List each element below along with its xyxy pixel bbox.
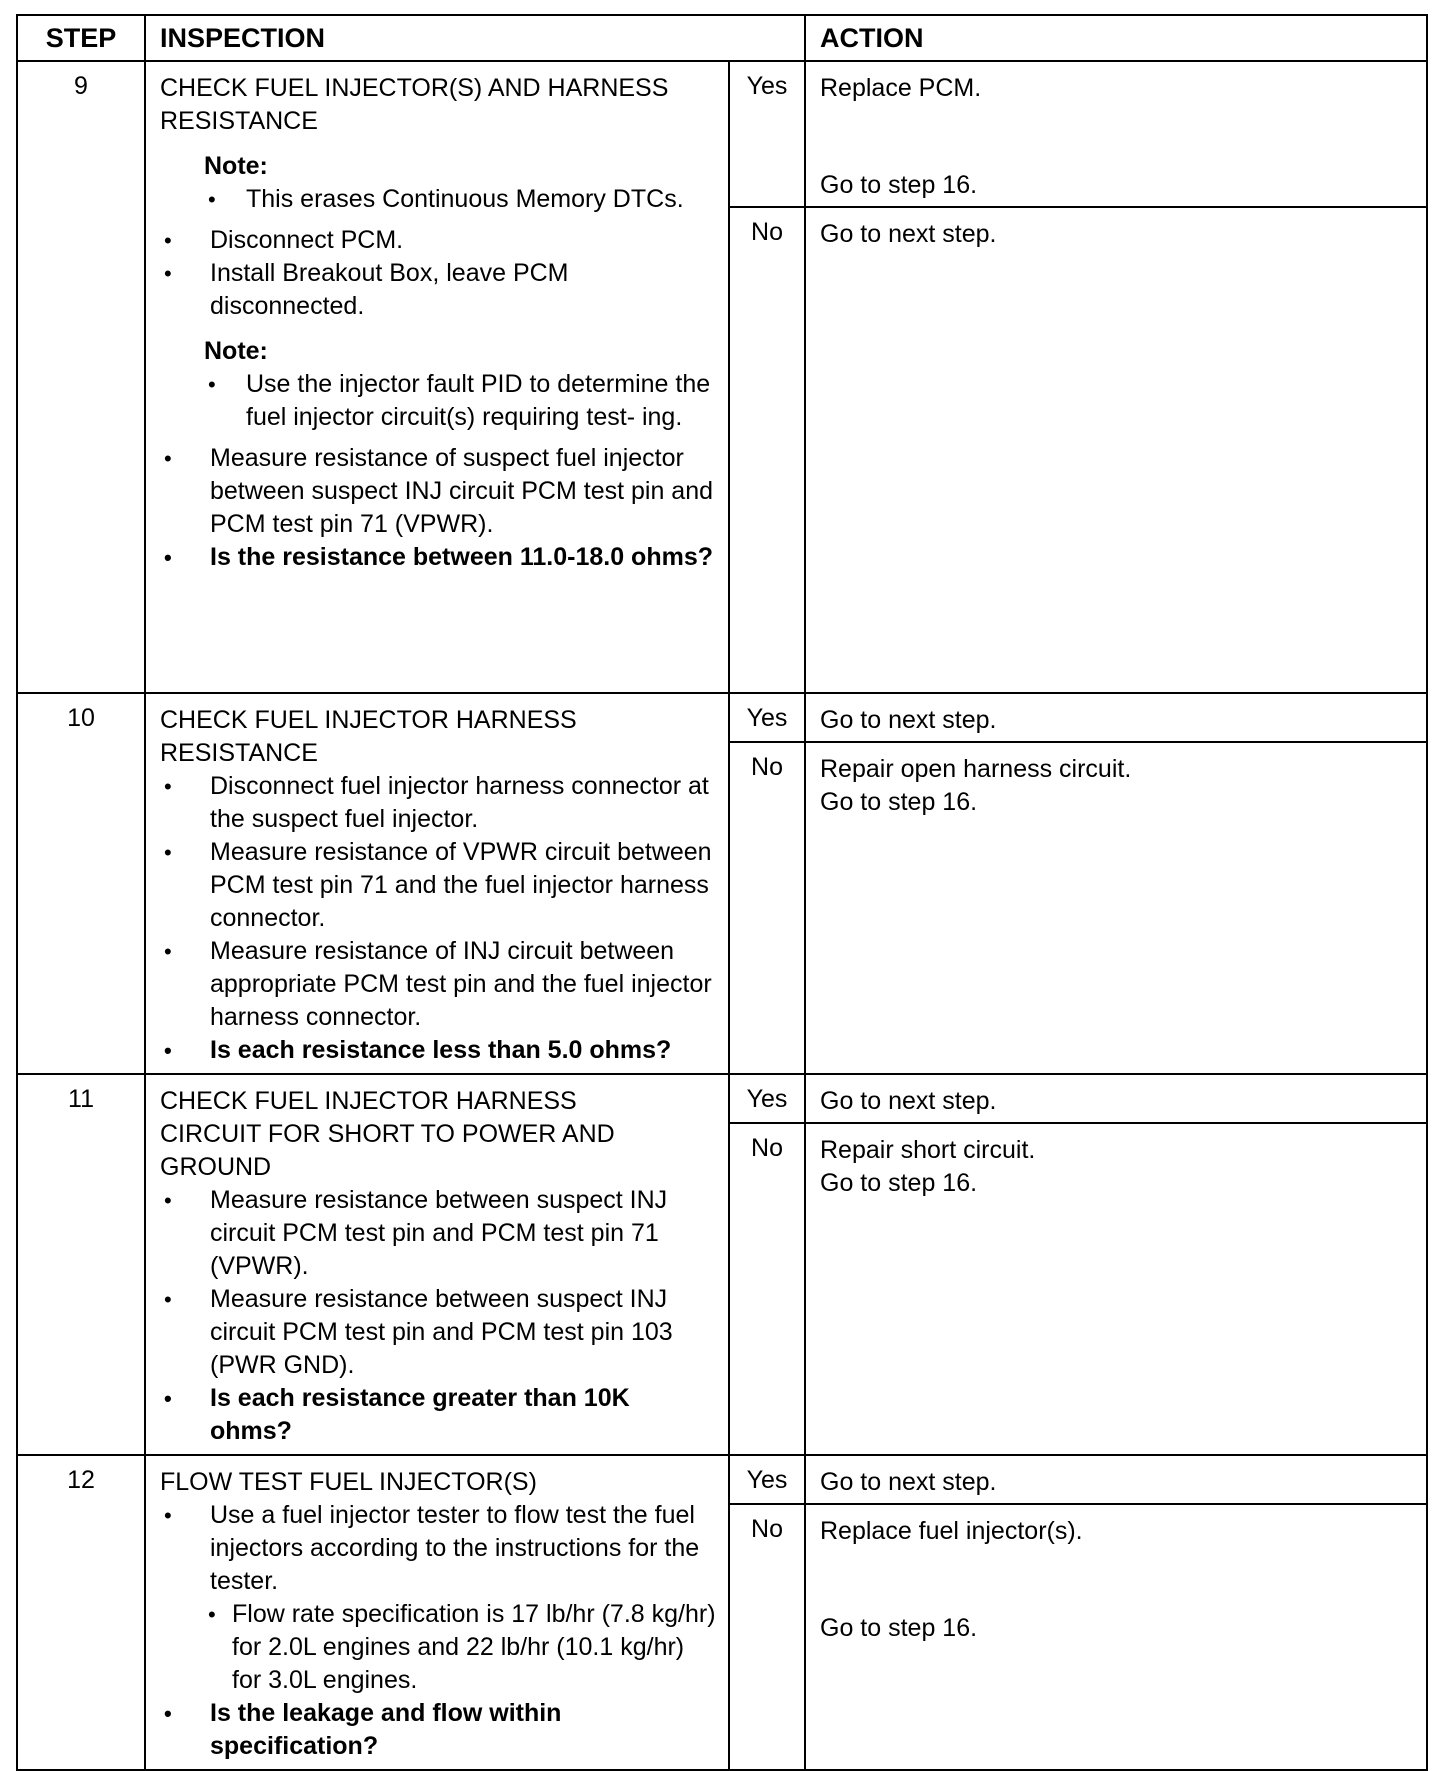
no-action — [805, 1123, 1427, 1455]
action-text: Go to step 16. — [820, 171, 978, 199]
list-item: • Measure resistance of suspect fuel injector between suspect INJ circuit PCM test pin and PCM test pin 71 (VPWR). — [160, 442, 718, 541]
list-item: • Disconnect fuel injector harness connector at the suspect fuel injector. — [160, 770, 718, 836]
diagnostic-table — [16, 14, 1428, 1771]
step-title: CHECK FUEL INJECTOR(S) AND HARNESS RESISTANCE — [160, 74, 669, 135]
no-action — [805, 207, 1427, 693]
step-inspection — [145, 693, 729, 1074]
yes-action — [805, 693, 1427, 742]
step-10-yes-row — [17, 693, 1427, 742]
note — [204, 335, 718, 434]
step-11-yes-row — [17, 1074, 1427, 1123]
step-9-yes-row — [17, 61, 1427, 207]
yes-label: Yes — [729, 693, 805, 742]
no-action — [805, 742, 1427, 1074]
list-item: • Disconnect PCM. — [160, 224, 718, 257]
yes-action — [805, 1074, 1427, 1123]
yes-label: Yes — [729, 1455, 805, 1504]
action-text: Go to next step. — [820, 706, 997, 734]
sub-list-item: • Flow rate specification is 17 lb/hr (7.8 kg/hr) for 2.0L engines and 22 lb/hr (10.1 kg/hr) for 3.0L engines. — [204, 1598, 718, 1697]
header-action: ACTION — [805, 15, 1427, 61]
step-number: 9 — [17, 61, 145, 693]
step-question: • Is the resistance between 11.0-18.0 ohms? — [160, 541, 718, 574]
step-title: CHECK FUEL INJECTOR HARNESS RESISTANCE — [160, 706, 577, 767]
step-number: 10 — [17, 693, 145, 1074]
step-12-yes-row — [17, 1455, 1427, 1504]
yes-label: Yes — [729, 1074, 805, 1123]
list-item: • Use a fuel injector tester to flow test the fuel injectors according to the instructions for the tester. — [160, 1499, 718, 1598]
table-header-row — [17, 15, 1427, 61]
action-text: Go to step 16. — [820, 1614, 978, 1643]
step-number: 11 — [17, 1074, 145, 1455]
no-label: No — [729, 1123, 805, 1455]
action-text: Go to next step. — [820, 1468, 997, 1496]
no-label: No — [729, 742, 805, 1074]
yes-label: Yes — [729, 61, 805, 207]
step-question: • Is each resistance less than 5.0 ohms? — [160, 1034, 718, 1067]
note-item: • This erases Continuous Memory DTCs. — [204, 183, 718, 216]
step-title: FLOW TEST FUEL INJECTOR(S) — [160, 1468, 537, 1496]
no-label: No — [729, 207, 805, 693]
action-text: Go to next step. — [820, 1087, 997, 1115]
no-label: No — [729, 1504, 805, 1770]
yes-action — [805, 1455, 1427, 1504]
step-question: • Is each resistance greater than 10K ohms? — [160, 1382, 718, 1448]
action-text: Go to next step. — [820, 220, 997, 248]
list-item: • Measure resistance of VPWR circuit between PCM test pin 71 and the fuel injector harness connector. — [160, 836, 718, 935]
step-title: CHECK FUEL INJECTOR HARNESS CIRCUIT FOR SHORT TO POWER AND GROUND — [160, 1087, 615, 1181]
step-inspection — [145, 61, 729, 693]
sub-list — [204, 1598, 718, 1697]
action-text: Replace PCM. — [820, 74, 982, 102]
header-step: STEP — [17, 15, 145, 61]
action-text: Go to step 16. — [820, 787, 978, 816]
list-item: • Measure resistance between suspect INJ circuit PCM test pin and PCM test pin 71 (VPWR). — [160, 1184, 718, 1283]
note-item: • Use the injector fault PID to determine the fuel injector circuit(s) requiring test- ing. — [204, 368, 718, 434]
note — [204, 150, 718, 216]
step-inspection — [145, 1074, 729, 1455]
yes-action — [805, 61, 1427, 207]
action-text: Go to step 16. — [820, 1169, 978, 1198]
action-text: Repair short circuit. — [820, 1136, 1036, 1165]
action-text: Repair open harness circuit. — [820, 754, 1132, 783]
step-inspection — [145, 1455, 729, 1770]
header-inspection: INSPECTION — [145, 15, 805, 61]
note-label: Note: — [204, 152, 268, 180]
no-action — [805, 1504, 1427, 1770]
step-question: • Is the leakage and flow within specification? — [160, 1697, 718, 1763]
action-text: Replace fuel injector(s). — [820, 1517, 1083, 1546]
list-item: • Measure resistance between suspect INJ circuit PCM test pin and PCM test pin 103 (PWR GND). — [160, 1283, 718, 1382]
step-number: 12 — [17, 1455, 145, 1770]
list-item: • Install Breakout Box, leave PCM disconnected. — [160, 257, 718, 323]
note-label: Note: — [204, 337, 268, 365]
list-item: • Measure resistance of INJ circuit between appropriate PCM test pin and the fuel injector harness connector. — [160, 935, 718, 1034]
